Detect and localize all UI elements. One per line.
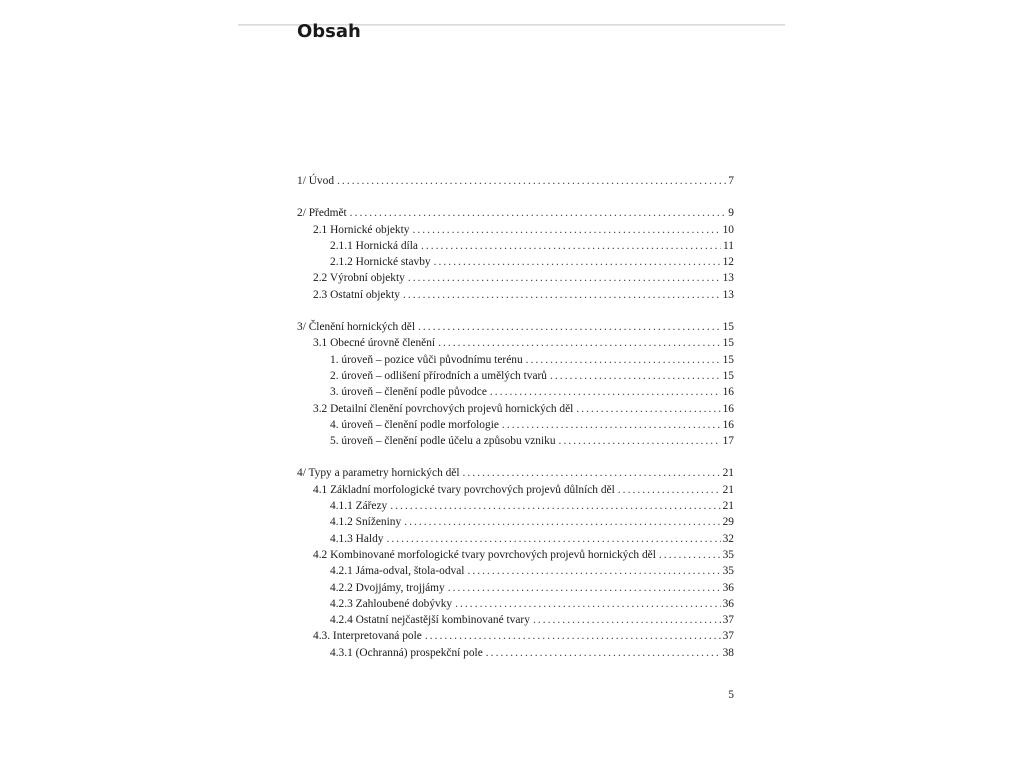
toc-entry-page: 15: [722, 321, 734, 334]
toc-entry-page: 9: [728, 207, 734, 220]
toc-entry-page: 15: [722, 369, 734, 382]
toc-dot-leader: [418, 319, 721, 335]
toc-entry-title: 3/ Členění hornických děl: [297, 321, 415, 334]
toc-dot-leader: [533, 612, 721, 628]
toc-entry-title: 4/ Typy a parametry hornických děl: [297, 467, 460, 480]
toc-dot-leader: [526, 352, 721, 368]
toc-entry-page: 35: [722, 565, 734, 578]
toc-entry[interactable]: [297, 222, 734, 238]
toc-entry-title: 4.2.2 Dvojjámy, trojjámy: [330, 581, 445, 594]
toc-dot-leader: [550, 368, 721, 384]
toc-entry-title: 2/ Předmět: [297, 207, 347, 220]
toc-entry[interactable]: [297, 287, 734, 303]
toc-entry-title: 4.2.4 Ostatní nejčastější kombinované tvary: [330, 614, 530, 627]
toc-entry-title: 4. úroveň – členění podle morfologie: [330, 418, 499, 431]
toc-entry-page: 21: [722, 467, 734, 480]
toc-dot-leader: [659, 547, 721, 563]
page-number: 5: [728, 689, 734, 701]
toc-entry-title: 2.2 Výrobní objekty: [313, 272, 405, 285]
toc-entry[interactable]: [297, 645, 734, 661]
toc-entry-page: 32: [722, 532, 734, 545]
toc-entry[interactable]: [297, 433, 734, 449]
toc-entry-title: 4.3. Interpretovaná pole: [313, 630, 422, 643]
toc-dot-leader: [434, 254, 721, 270]
toc-entry[interactable]: [297, 238, 734, 254]
page-title: Obsah: [297, 21, 361, 42]
toc-entry-title: 3.2 Detailní členění povrchových projevů hornických děl: [313, 402, 574, 415]
table-of-contents: [297, 173, 734, 661]
toc-dot-leader: [390, 498, 720, 514]
toc-entry-page: 16: [722, 402, 734, 415]
toc-entry-page: 15: [722, 353, 734, 366]
toc-entry-page: 21: [722, 483, 734, 496]
toc-entry-title: 2.1.1 Hornická díla: [330, 239, 418, 252]
toc-entry-title: 5. úroveň – členění podle účelu a způsobu vzniku: [330, 435, 556, 448]
toc-dot-leader: [404, 514, 720, 530]
toc-entry-page: 12: [722, 256, 734, 269]
toc-entry-title: 4.1.1 Zářezy: [330, 500, 388, 513]
toc-entry-page: 29: [722, 516, 734, 529]
toc-entry[interactable]: [297, 547, 734, 563]
toc-entry-title: 2.3 Ostatní objekty: [313, 288, 401, 301]
toc-entry[interactable]: [297, 417, 734, 433]
toc-entry-title: 1/ Úvod: [297, 175, 335, 187]
toc-dot-leader: [502, 417, 721, 433]
toc-entry[interactable]: [297, 596, 734, 612]
toc-dot-leader: [490, 384, 721, 400]
toc-dot-leader: [408, 270, 721, 286]
toc-dot-leader: [412, 222, 720, 238]
toc-entry[interactable]: [297, 482, 734, 498]
toc-entry-page: 37: [722, 614, 734, 627]
toc-dot-leader: [467, 563, 720, 579]
toc-dot-leader: [337, 173, 726, 189]
toc-dot-leader: [463, 465, 721, 481]
toc-entry-title: 4.3.1 (Ochranná) prospekční pole: [330, 646, 483, 659]
toc-entry[interactable]: [297, 401, 734, 417]
toc-dot-leader: [403, 287, 721, 303]
toc-dot-leader: [486, 645, 721, 661]
toc-entry-page: 7: [728, 175, 734, 187]
toc-entry-title: 2.1.2 Hornické stavby: [330, 256, 431, 269]
toc-entry-title: 4.2.3 Zahloubené dobývky: [330, 597, 453, 610]
toc-dot-leader: [425, 628, 721, 644]
toc-entry[interactable]: [297, 173, 734, 189]
toc-entry[interactable]: [297, 352, 734, 368]
toc-entry-title: 4.2.1 Jáma-odval, štola-odval: [330, 565, 465, 578]
toc-entry[interactable]: [297, 563, 734, 579]
toc-dot-leader: [455, 596, 720, 612]
toc-entry-page: 13: [722, 288, 734, 301]
toc-entry-page: 13: [722, 272, 734, 285]
toc-dot-leader: [438, 335, 721, 351]
toc-entry-title: 4.2 Kombinované morfologické tvary povrchových projevů hornických děl: [313, 548, 656, 561]
toc-entry[interactable]: [297, 254, 734, 270]
toc-entry-page: 36: [722, 581, 734, 594]
toc-entry-title: 2.1 Hornické objekty: [313, 223, 410, 236]
toc-entry-page: 17: [722, 435, 734, 448]
toc-entry-page: 35: [722, 548, 734, 561]
toc-entry-page: 16: [722, 418, 734, 431]
toc-section: [297, 465, 734, 661]
toc-entry[interactable]: [297, 531, 734, 547]
toc-entry-page: 11: [723, 239, 734, 252]
toc-entry-title: 2. úroveň – odlišení přírodních a umělých tvarů: [330, 369, 548, 382]
toc-entry[interactable]: [297, 514, 734, 530]
toc-section: [297, 319, 734, 449]
toc-dot-leader: [618, 482, 721, 498]
toc-section: [297, 205, 734, 303]
toc-entry-page: 37: [722, 630, 734, 643]
toc-entry-page: 10: [722, 223, 734, 236]
toc-entry-page: 38: [722, 646, 734, 659]
toc-entry[interactable]: [297, 628, 734, 644]
toc-dot-leader: [559, 433, 721, 449]
toc-dot-leader: [448, 580, 721, 596]
toc-entry-page: 36: [722, 597, 734, 610]
toc-dot-leader: [421, 238, 721, 254]
toc-entry[interactable]: [297, 335, 734, 351]
toc-entry[interactable]: [297, 319, 734, 335]
toc-entry[interactable]: [297, 465, 734, 481]
toc-section: [297, 173, 734, 189]
toc-entry-title: 3. úroveň – členění podle původce: [330, 386, 487, 399]
toc-entry[interactable]: [297, 205, 734, 221]
toc-entry-title: 4.1 Základní morfologické tvary povrchových projevů důlních děl: [313, 483, 615, 496]
toc-entry-page: 21: [722, 500, 734, 513]
toc-entry-page: 15: [722, 337, 734, 350]
toc-entry[interactable]: [297, 368, 734, 384]
toc-entry-title: 4.1.2 Sníženiny: [330, 516, 402, 529]
toc-entry[interactable]: [297, 612, 734, 628]
toc-entry-title: 3.1 Obecné úrovně členění: [313, 337, 436, 350]
toc-entry[interactable]: [297, 384, 734, 400]
toc-entry[interactable]: [297, 498, 734, 514]
toc-dot-leader: [576, 401, 720, 417]
toc-entry[interactable]: [297, 270, 734, 286]
toc-entry-page: 16: [722, 386, 734, 399]
toc-dot-leader: [350, 205, 727, 221]
toc-entry-title: 1. úroveň – pozice vůči původnímu terénu: [330, 353, 523, 366]
toc-entry[interactable]: [297, 580, 734, 596]
toc-entry-title: 4.1.3 Haldy: [330, 532, 384, 545]
toc-dot-leader: [386, 531, 720, 547]
